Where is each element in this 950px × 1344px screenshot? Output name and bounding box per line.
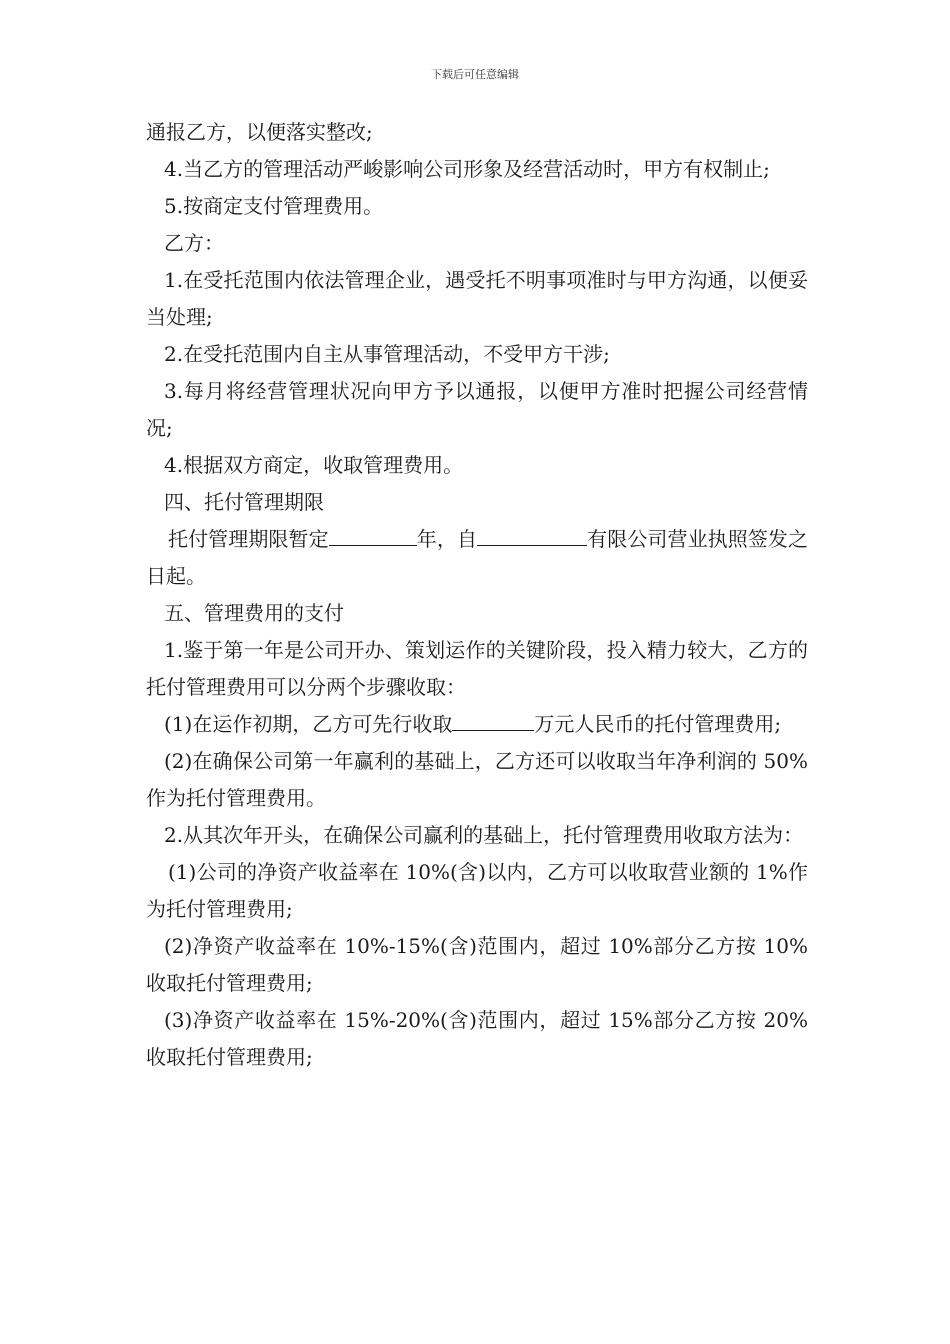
paragraph: 4.当乙方的管理活动严峻影响公司形象及经营活动时，甲方有权制止; [164, 157, 770, 181]
paragraph: 4.根据双方商定，收取管理费用。 [164, 453, 464, 477]
paragraph: 1.在受托范围内依法管理企业，遇受托不明事项准时与甲方沟通，以便妥当处理; [146, 268, 808, 329]
paragraph: 5.按商定支付管理费用。 [164, 194, 384, 218]
paragraph: 1.鉴于第一年是公司开办、策划运作的关键阶段，投入精力较大，乙方的托付管理费用可以分两个步骤收取： [146, 638, 808, 699]
paragraph-with-blank [146, 706, 808, 743]
section-heading: 五、管理费用的支付 [164, 601, 344, 625]
party-heading: 乙方： [164, 231, 224, 255]
paragraph-with-blanks [146, 521, 808, 595]
section-heading: 四、托付管理期限 [164, 490, 324, 514]
paragraph: (3)净资产收益率在 15%-20%(含)范围内，超过 15%部分乙方按 20%收取托付管理费用; [146, 1008, 808, 1069]
paragraph: (2)净资产收益率在 10%-15%(含)范围内，超过 10%部分乙方按 10%收取托付管理费用; [146, 934, 808, 995]
page-header: 下载后可任意编辑 [431, 68, 519, 81]
paragraph: 2.在受托范围内自主从事管理活动，不受甲方干涉; [164, 342, 610, 366]
blank-company-field[interactable] [477, 525, 587, 546]
text-part: 万元人民币的托付管理费用; [534, 712, 782, 736]
paragraph: 通报乙方，以便落实整改; [146, 120, 373, 144]
document-body [146, 114, 808, 1076]
paragraph: (2)在确保公司第一年赢利的基础上，乙方还可以收取当年净利润的 50%作为托付管理费用。 [146, 749, 808, 810]
text-part: (1)在运作初期，乙方可先行收取 [164, 712, 453, 736]
text-part: 年，自 [416, 527, 478, 551]
blank-amount-field[interactable] [452, 710, 534, 731]
text-part: 托付管理期限暂定 [168, 527, 329, 551]
paragraph: 2.从其次年开头，在确保公司赢利的基础上，托付管理费用收取方法为： [164, 823, 804, 847]
text-part: 有限公司营业执照签发之日起。 [146, 527, 809, 588]
paragraph: 3.每月将经营管理状况向甲方予以通报，以便甲方准时把握公司经营情况; [146, 379, 808, 440]
blank-year-field[interactable] [329, 525, 417, 546]
paragraph: (1)公司的净资产收益率在 10%(含)以内，乙方可以收取营业额的 1%作为托付管理费用; [146, 860, 808, 921]
